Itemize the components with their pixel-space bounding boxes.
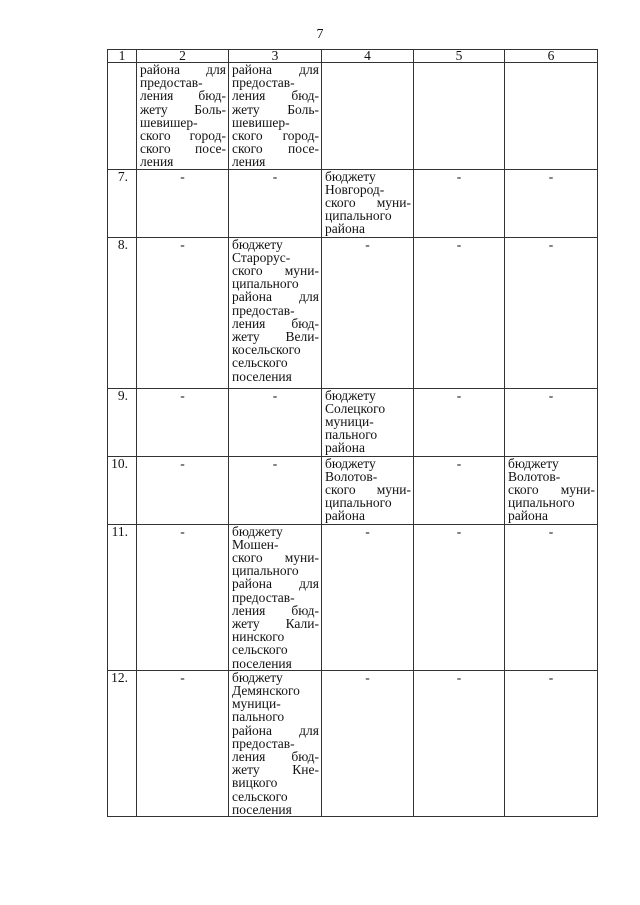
- row-number-cell: [108, 63, 137, 170]
- table-header-row: [108, 50, 598, 63]
- table-row: [108, 456, 598, 524]
- cell-text-line: бюджету: [232, 524, 283, 539]
- empty-cell: [505, 63, 598, 170]
- cell-text-line: района: [325, 508, 365, 524]
- dash-cell: -: [137, 237, 229, 388]
- cell-text-line: предостав-: [232, 735, 295, 751]
- cell-text-line: района для: [232, 722, 319, 738]
- cell-text-line: ципального: [325, 495, 392, 511]
- dash-cell: -: [414, 524, 505, 670]
- cell-text-line: района: [508, 508, 548, 524]
- empty-cell: [414, 63, 505, 170]
- cell-text-line: ского муни-: [232, 263, 319, 279]
- dash-cell: -: [505, 524, 598, 670]
- cell-text-line: предостав-: [140, 75, 203, 91]
- row-number-cell: 7.: [108, 169, 137, 237]
- cell-text-line: ления бюд-: [232, 749, 319, 765]
- cell-text-line: муници-: [325, 414, 374, 430]
- text-cell: [137, 63, 229, 170]
- dash-cell: -: [322, 670, 414, 816]
- column-header: 2: [137, 50, 229, 63]
- cell-text-line: ского город-: [232, 128, 319, 144]
- cell-text-line: ления бюд-: [140, 88, 226, 104]
- cell-text-line: ского посе-: [232, 141, 319, 157]
- cell-text-line: района для: [232, 289, 319, 305]
- cell-text-line: Солецкого: [325, 400, 386, 416]
- row-number-cell: 8.: [108, 237, 137, 388]
- dash-cell: -: [414, 169, 505, 237]
- cell-text-line: жету Боль-: [140, 101, 226, 117]
- row-number-cell: 9.: [108, 388, 137, 456]
- text-cell: [322, 169, 414, 237]
- dash-cell: -: [322, 237, 414, 388]
- cell-text-line: ского город-: [140, 128, 226, 144]
- column-header: 6: [505, 50, 598, 63]
- cell-text-line: ципального: [325, 208, 392, 224]
- dash-cell: -: [137, 388, 229, 456]
- table-row: [108, 388, 598, 456]
- dash-cell: -: [137, 670, 229, 816]
- text-cell: [229, 670, 322, 816]
- cell-text-line: вицкого: [232, 775, 278, 791]
- dash-cell: -: [137, 456, 229, 524]
- dash-cell: -: [505, 237, 598, 388]
- cell-text-line: ления: [140, 154, 174, 170]
- cell-text-line: жету Кали-: [232, 616, 319, 632]
- row-number-cell: 11.: [108, 524, 137, 670]
- cell-text-line: жету Вели-: [232, 329, 319, 345]
- column-header: 3: [229, 50, 322, 63]
- cell-text-line: ления: [232, 154, 266, 170]
- table-row: [108, 237, 598, 388]
- cell-text-line: ципального: [232, 276, 299, 292]
- cell-text-line: шевишер-: [140, 114, 198, 130]
- cell-text-line: косельского: [232, 342, 301, 358]
- cell-text-line: ского муни-: [508, 482, 595, 498]
- cell-text-line: предостав-: [232, 75, 295, 91]
- cell-text-line: ципального: [232, 563, 299, 579]
- cell-text-line: Старорус-: [232, 249, 291, 265]
- cell-text-line: шевишер-: [232, 114, 290, 130]
- dash-cell: -: [229, 388, 322, 456]
- cell-text-line: сельского: [232, 355, 288, 371]
- column-header: 4: [322, 50, 414, 63]
- dash-cell: -: [137, 169, 229, 237]
- text-cell: [322, 456, 414, 524]
- dash-cell: -: [414, 388, 505, 456]
- cell-text-line: поселения: [232, 368, 292, 384]
- cell-text-line: нинского: [232, 629, 285, 645]
- row-number-cell: 12.: [108, 670, 137, 816]
- cell-text-line: ления бюд-: [232, 315, 319, 331]
- cell-text-line: поселения: [232, 801, 292, 817]
- table-row: [108, 670, 598, 816]
- cell-text-line: поселения: [232, 655, 292, 671]
- cell-text-line: ского муни-: [325, 482, 411, 498]
- dash-cell: -: [414, 237, 505, 388]
- cell-text-line: ского муни-: [232, 550, 319, 566]
- cell-text-line: ления бюд-: [232, 88, 319, 104]
- cell-text-line: сельского: [232, 642, 288, 658]
- cell-text-line: района для: [140, 62, 226, 77]
- cell-text-line: ского муни-: [325, 195, 411, 211]
- dash-cell: -: [229, 456, 322, 524]
- cell-text-line: района: [325, 221, 365, 237]
- table-row: [108, 169, 598, 237]
- cell-text-line: бюджету: [232, 237, 283, 252]
- page-number: 7: [316, 27, 324, 42]
- cell-text-line: бюджету: [325, 388, 376, 403]
- cell-text-line: района: [325, 440, 365, 456]
- cell-text-line: муници-: [232, 696, 281, 712]
- cell-text-line: бюджету: [325, 169, 376, 184]
- dash-cell: -: [505, 670, 598, 816]
- text-cell: [229, 524, 322, 670]
- dash-cell: -: [229, 169, 322, 237]
- dash-cell: -: [505, 388, 598, 456]
- cell-text-line: жету Боль-: [232, 101, 319, 117]
- dash-cell: -: [505, 169, 598, 237]
- cell-text-line: ления бюд-: [232, 602, 319, 618]
- budget-table: [107, 49, 598, 817]
- cell-text-line: района для: [232, 62, 319, 77]
- dash-cell: -: [322, 524, 414, 670]
- cell-text-line: жету Кне-: [232, 762, 319, 778]
- cell-text-line: предостав-: [232, 589, 295, 605]
- cell-text-line: бюджету: [508, 456, 559, 471]
- cell-text-line: Волотов-: [508, 468, 561, 484]
- cell-text-line: бюджету: [325, 456, 376, 471]
- cell-text-line: бюджету: [232, 670, 283, 685]
- text-cell: [322, 388, 414, 456]
- table-row: [108, 63, 598, 170]
- empty-cell: [322, 63, 414, 170]
- cell-text-line: пального: [325, 427, 378, 443]
- text-cell: [229, 63, 322, 170]
- dash-cell: -: [414, 456, 505, 524]
- cell-text-line: Волотов-: [325, 468, 378, 484]
- cell-text-line: пального: [232, 709, 285, 725]
- text-cell: [229, 237, 322, 388]
- column-header: 1: [108, 50, 137, 63]
- cell-text-line: Демянского: [232, 683, 300, 699]
- cell-text-line: Новгород-: [325, 181, 385, 197]
- cell-text-line: предостав-: [232, 302, 295, 318]
- cell-text-line: ципального: [508, 495, 575, 511]
- dash-cell: -: [137, 524, 229, 670]
- dash-cell: -: [414, 670, 505, 816]
- table-row: [108, 524, 598, 670]
- column-header: 5: [414, 50, 505, 63]
- cell-text-line: ского посе-: [140, 141, 226, 157]
- row-number-cell: 10.: [108, 456, 137, 524]
- cell-text-line: района для: [232, 576, 319, 592]
- cell-text-line: сельского: [232, 788, 288, 804]
- cell-text-line: Мошен-: [232, 536, 279, 552]
- text-cell: [505, 456, 598, 524]
